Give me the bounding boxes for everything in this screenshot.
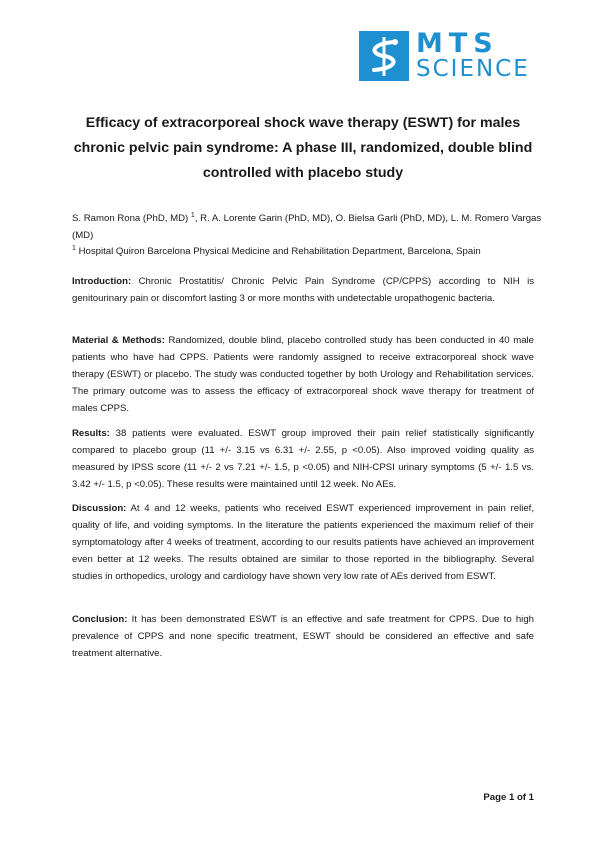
- first-author: S. Ramon Rona (PhD, MD): [72, 213, 189, 225]
- page-number: Page 1 of 1: [483, 792, 534, 803]
- section-heading-discussion: Discussion:: [72, 503, 127, 514]
- section-results: [72, 425, 534, 493]
- section-discussion: [72, 500, 534, 585]
- logo-wordmark: [416, 30, 530, 81]
- logo-science: SCIENCE: [416, 56, 530, 82]
- affiliation-number: 1: [72, 245, 76, 252]
- affiliation: [72, 240, 546, 260]
- section-heading-introduction: Introduction:: [72, 276, 132, 287]
- section-introduction: [72, 273, 534, 307]
- section-text-conclusion: It has been demonstrated ESWT is an effective and safe treatment for CPPS. Due to high prevalence of CPPS and none specific treatment, ESWT should be considered an effective and safe treatment alternative.: [72, 614, 534, 659]
- section-text-discussion: At 4 and 12 weeks, patients who received ESWT experienced improvement in pain relief, quality of life, and voiding symptoms. In the literature the patients experienced the maximum relief of their symptomatology after 4 weeks of treatment, according to our results patients have achieved an improvement even better at 12 weeks. The results obtained are similar to those reported in the bibliography. Several studies in orthopedics, urology and cardiology have shown very low rate of AEs derived from ESWT.: [72, 503, 534, 582]
- section-text-results: 38 patients were evaluated. ESWT group improved their pain relief statistically significantly compared to placebo group (11 +/- 3.15 vs 6.31 +/- 2.55, p <0.05). Also improved voiding quality as measured by IPSS score (11 +/- 2 vs 7.21 +/- 1.5, p <0.05) and NIH-CPSI urinary symptoms (5 +/- 1.5 vs. 3.42 +/- 1.5, p <0.05). These results were maintained until 12 week. No AEs.: [72, 428, 534, 490]
- caduceus-icon: [364, 34, 404, 78]
- section-text-methods: Randomized, double blind, placebo controlled study has been conducted in 40 male patients who have had CPPS. Patients were randomly assigned to receive extracorporeal shock wave therapy (ESWT) or placebo. The study was conducted together by both Urology and Rehabilitation services. The primary outcome was to assess the efficacy of extracorporeal shock wave therapy for treatment of males CPPS.: [72, 335, 534, 414]
- section-text-introduction: Chronic Prostatitis/ Chronic Pelvic Pain Syndrome (CP/CPPS) according to NIH is genitourinary pain or discomfort lasting 3 or more months with undetectable uropathogenic bacteria.: [72, 276, 534, 304]
- section-heading-results: Results:: [72, 428, 110, 439]
- affiliation-text: Hospital Quiron Barcelona Physical Medicine and Rehabilitation Department, Barcelona, Spain: [75, 246, 481, 258]
- other-authors: , R. A. Lorente Garin (PhD, MD), O. Bielsa Garli (PhD, MD), L. M. Romero Vargas (MD): [72, 213, 542, 242]
- section-heading-conclusion: Conclusion:: [72, 614, 128, 625]
- logo-mts: MTS: [416, 28, 499, 59]
- logo-mark: [359, 31, 409, 81]
- section-conclusion: [72, 611, 534, 662]
- authors-line: [72, 207, 546, 244]
- page-title: Efficacy of extracorporeal shock wave therapy (ESWT) for males chronic pelvic pain syndrome: A phase III, randomized, double blind controlled with placebo study: [73, 115, 533, 181]
- mts-science-logo: [359, 30, 530, 81]
- affiliation-marker: 1: [190, 212, 195, 219]
- section-methods: [72, 332, 534, 417]
- section-heading-methods: Material & Methods:: [72, 335, 165, 346]
